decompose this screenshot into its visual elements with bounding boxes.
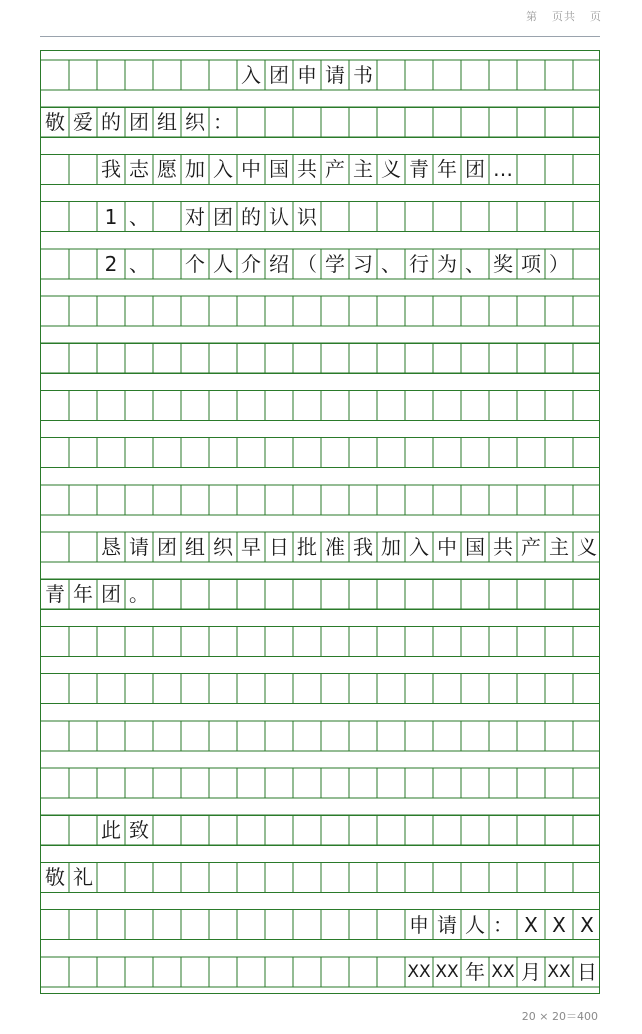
grid-character: 对 bbox=[185, 204, 205, 229]
grid-character: 月 bbox=[521, 959, 541, 984]
grid-character: 日 bbox=[577, 959, 597, 984]
grid-character: ： bbox=[213, 110, 233, 135]
grid-character: 为 bbox=[437, 251, 457, 276]
grid-character: 准 bbox=[325, 535, 345, 559]
grid-character: 、 bbox=[129, 251, 149, 276]
grid-row bbox=[41, 626, 600, 656]
grid-character: 团 bbox=[213, 204, 233, 229]
header-rule bbox=[40, 36, 600, 37]
grid-character: 入 bbox=[241, 63, 261, 87]
grid-character: 共 bbox=[297, 157, 317, 182]
page-label-ye: 页 bbox=[590, 10, 602, 23]
grid-character: X bbox=[580, 912, 594, 937]
page-number-header bbox=[526, 8, 602, 24]
grid-character: X bbox=[552, 912, 566, 937]
grid-character: … bbox=[493, 157, 513, 182]
grid-character: 学 bbox=[325, 251, 345, 276]
grid-character bbox=[153, 249, 181, 279]
grid-character: 织 bbox=[213, 535, 233, 559]
grid-row bbox=[41, 532, 600, 562]
grid-row bbox=[41, 674, 600, 704]
grid-character: 年 bbox=[73, 582, 93, 607]
grid-character: 绍 bbox=[269, 251, 289, 276]
grid-row bbox=[41, 296, 600, 326]
grid-character: 组 bbox=[157, 110, 177, 135]
grid-character: 致 bbox=[129, 818, 149, 843]
grid-character: 礼 bbox=[73, 865, 93, 890]
grid-character: 团 bbox=[465, 157, 485, 182]
grid-character: 产 bbox=[521, 535, 541, 559]
grid-row bbox=[41, 107, 600, 137]
grid-size-formula: 20 × 20＝400 bbox=[521, 1010, 598, 1023]
grid-character: 的 bbox=[101, 110, 121, 135]
grid-character: 团 bbox=[157, 535, 177, 559]
grid-character: ） bbox=[549, 251, 569, 276]
grid-character: 加 bbox=[381, 535, 401, 559]
grid-character: 团 bbox=[129, 110, 149, 135]
grid-character: 人 bbox=[213, 251, 233, 276]
grid-character: 请 bbox=[437, 912, 457, 937]
grid-character: 早 bbox=[241, 535, 261, 559]
grid-character: 。 bbox=[129, 582, 149, 607]
grid-character: 1 bbox=[104, 204, 118, 229]
grid-lines bbox=[41, 51, 600, 994]
grid-character bbox=[153, 202, 181, 232]
grid-row bbox=[41, 60, 600, 90]
grid-character: 敬 bbox=[45, 110, 65, 135]
grid-character: XX bbox=[407, 961, 431, 982]
grid-character: 组 bbox=[185, 535, 205, 559]
grid-character: 请 bbox=[325, 63, 345, 87]
grid-character: 加 bbox=[185, 157, 205, 182]
grid-character: 年 bbox=[465, 959, 485, 984]
grid-character: 年 bbox=[437, 157, 457, 182]
grid-row bbox=[41, 957, 600, 987]
grid-character: 义 bbox=[381, 157, 401, 182]
manuscript-grid-paper bbox=[40, 50, 600, 994]
grid-character: XX bbox=[491, 961, 515, 982]
grid-character: 我 bbox=[101, 157, 121, 182]
grid-character: XX bbox=[547, 961, 571, 982]
grid-character: 义 bbox=[577, 535, 597, 559]
grid-character: 奖 bbox=[493, 251, 513, 276]
grid-character: 的 bbox=[241, 204, 261, 229]
grid-row bbox=[41, 768, 600, 798]
grid-character: 青 bbox=[45, 582, 65, 607]
grid-character: 个 bbox=[185, 251, 205, 276]
grid-character: 共 bbox=[493, 535, 513, 559]
grid-row bbox=[41, 343, 600, 373]
grid-character: 入 bbox=[213, 157, 233, 182]
grid-row bbox=[41, 815, 600, 845]
grid-character: 行 bbox=[409, 251, 429, 276]
grid-character: X bbox=[524, 912, 538, 937]
grid-character: 国 bbox=[269, 157, 289, 182]
grid-character: 项 bbox=[521, 251, 541, 276]
grid-row bbox=[41, 910, 600, 940]
grid-row bbox=[41, 438, 600, 468]
grid-character: 书 bbox=[353, 63, 373, 87]
grid-character: 青 bbox=[409, 157, 429, 182]
grid-character: 、 bbox=[465, 251, 485, 276]
grid-character: 入 bbox=[409, 535, 429, 559]
grid-character: 申 bbox=[409, 912, 429, 937]
grid-row bbox=[41, 721, 600, 751]
grid-character: 、 bbox=[381, 251, 401, 276]
grid-character: 志 bbox=[129, 157, 149, 182]
grid-character: 日 bbox=[269, 535, 289, 559]
grid-character: 国 bbox=[465, 535, 485, 559]
grid-character: 申 bbox=[297, 63, 317, 87]
grid-character: 我 bbox=[353, 535, 373, 559]
grid-character: 爱 bbox=[73, 110, 93, 135]
grid-character: 织 bbox=[185, 110, 205, 135]
grid-character: 、 bbox=[129, 204, 149, 229]
grid-row bbox=[41, 390, 600, 420]
grid-row bbox=[41, 485, 600, 515]
grid-character: 团 bbox=[269, 63, 289, 87]
grid-row bbox=[41, 202, 600, 232]
grid-character: 中 bbox=[241, 157, 261, 182]
grid-character: 请 bbox=[129, 535, 149, 559]
page-label-ye-gong: 页共 bbox=[552, 10, 576, 23]
grid-character: 产 bbox=[325, 157, 345, 182]
grid-character: 认 bbox=[269, 204, 289, 229]
grid-character: 主 bbox=[549, 535, 569, 559]
page-label-di: 第 bbox=[526, 10, 538, 23]
grid-row bbox=[41, 154, 600, 184]
grid-character: 主 bbox=[353, 157, 373, 182]
grid-character: ： bbox=[493, 912, 513, 937]
grid-row bbox=[41, 862, 600, 892]
grid-character: 识 bbox=[297, 204, 317, 229]
grid-character: XX bbox=[435, 961, 459, 982]
grid-character: 敬 bbox=[45, 865, 65, 890]
grid-character: 介 bbox=[241, 251, 261, 276]
grid-character: 习 bbox=[353, 251, 373, 276]
grid-character: 人 bbox=[465, 912, 485, 937]
grid-character: 中 bbox=[437, 535, 457, 559]
grid-character: 批 bbox=[297, 535, 317, 559]
grid-row bbox=[41, 249, 600, 279]
grid-character: （ bbox=[297, 251, 317, 276]
grid-row bbox=[41, 579, 600, 609]
grid-character: 2 bbox=[104, 251, 118, 276]
grid-character: 愿 bbox=[157, 157, 177, 182]
grid-character: 恳 bbox=[101, 535, 121, 559]
grid-character: 此 bbox=[101, 818, 121, 843]
grid-character: 团 bbox=[101, 582, 121, 607]
